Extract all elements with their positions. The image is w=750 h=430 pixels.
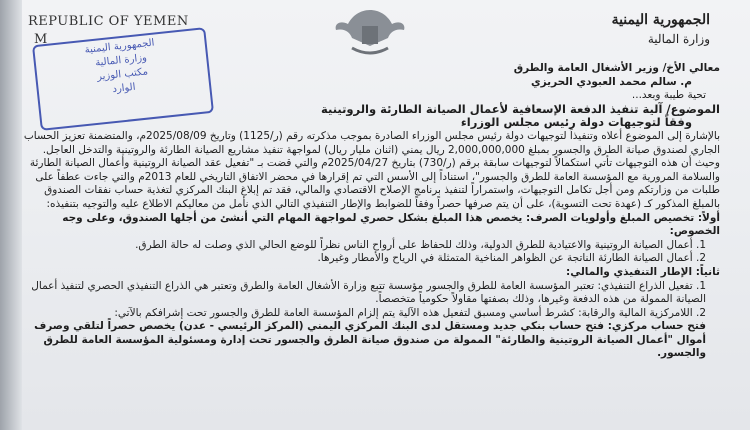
- subject: الموضوع/ آلية تنفيذ الدفعة الإسعافية لأعمال الصيانة الطارئة والروتينية: [321, 101, 720, 116]
- ministry-ar: وزارة المالية: [647, 32, 710, 46]
- section-1-item-2: 2. أعمال الصيانة الطارئة الناتجة عن الظواهر المناخية المتمثلة في الرياح والأمطار وغيرها.: [317, 252, 706, 265]
- page-shadow: [0, 0, 22, 430]
- letter-body: [20, 62, 720, 361]
- yemen-emblem-icon: [330, 6, 410, 62]
- letterhead-left: [28, 14, 268, 96]
- stamp-line2: وزارة المالية: [94, 52, 148, 69]
- stamp-line1: الجمهورية اليمنية: [84, 37, 155, 56]
- addressee-name: م. سالم محمد العبودي الحريزي: [530, 75, 692, 88]
- stamp-line4: الوارد: [111, 81, 137, 96]
- section-2-item-2: 2. اللامركزية المالية والرقابة: كشرط أساسي ومسبق لتفعيل هذه الآلية يتم إلزام المؤسسة العامة للطرق والجسور تحت إشرافكم بالآتي:: [114, 306, 706, 319]
- section-2-heading: ثانياً: الإطار التنفيذي والمالي:: [566, 265, 720, 278]
- paragraph-intro: بالإشارة إلى الموضوع أعلاه وتنفيذاً لتوجيهات دولة رئيس مجلس الوزراء الصادرة بموجب مذكرته رقم (ر/1125) وتاريخ 2025/08/09م، والمتضمنة تعزيز الحساب الجاري لصندوق صيانة الطرق والجسور بمبلغ 2,000,000,000 ريال يمني (اثنان مليار ريال) لمواجهة تنفيذ مشاريع الصيانة الطارئة والروتينية والتدخل العاجل. وحيث أن هذه التوجيهات تأتي استكمالاً لتوجيهات سابقة برقم (ر/730) بتاريخ 2025/04/27م والتي قضت بـ "تفعيل عقد الصيانة الروتينية وأعمال الصيانة الطارئة والسلامة المرورية مع المؤسسة العامة للطرق والجسور"، استناداً إلى الأسس التي تم إقرارها في محضر الاتفاق التاريخي للعام 2013م والتي جاءت عطفاً على طلبات من وزارتكم ومن أجل تكامل التوجيهات، واستمراراً لتنفيذ برنامج الإصلاح الاقتصادي والمالي، فقد تم إبلاغ البنك المركزي لتغذية حساب نفقات الصندوق بالمبلغ المذكور كـ (عهدة تحت التسوية)، على أن يتم صرفها حصراً وفقاً للضوابط والإطار التنفيذي التالي الذي نأمل من معاليكم الاطلاع عليه والتوجيه بتنفيذه:: [23, 129, 720, 210]
- subject-line2: وفقاً لتوجيهات دولة رئيس مجلس الوزراء: [460, 115, 692, 130]
- republic-ar: الجمهورية اليمنية: [611, 12, 710, 28]
- republic-en: REPUBLIC OF YEMEN: [28, 14, 189, 29]
- section-1-item-1: 1. أعمال الصيانة الروتينية والاعتيادية للطرق الدولية، وذلك للحفاظ على أرواح الناس نظراً للوضع الحالي الذي وصلت له حالة الطرق.: [135, 238, 706, 251]
- stamp-line3: مكتب الوزير: [96, 66, 149, 83]
- ministry-letter-m: M: [34, 32, 48, 47]
- addressee: معالي الأخ/ وزير الأشغال العامة والطرق: [513, 62, 720, 74]
- section-2-item-1: 1. تفعيل الذراع التنفيذي: تعتبر المؤسسة العامة للطرق والجسور مؤسسة تتبع وزارة الأشغال العامة والطرق وتعتبر هي الذراع التنفيذي الحصري لتنفيذ أعمال الصيانة الممولة من هذه الدفعة وغيرها، وذلك بصفتها مقاولاً حكومياً متخصصاً.: [31, 279, 706, 306]
- letterhead-right: [580, 12, 710, 46]
- greeting: تحية طيبة وبعد...: [631, 89, 706, 102]
- section-1-heading: أولاً: تخصيص المبلغ وأولويات الصرف: يخصص هذا المبلغ بشكل حصري لمواجهة المهام التي أنشئ من أجلها الصندوق، وعلى وجه الخصوص:: [62, 211, 720, 238]
- central-account-clause: فتح حساب مركزي: فتح حساب بنكي جديد ومستقل لدى البنك المركزي اليمني (المركز الرئيسي - عدن) يخصص حصراً لتلقي وصرف أموال "أعمال الصيانة الروتينية والطارئة" الممولة من صندوق صيانة الطرق والجسور تحت إدارة ومسئولية المؤسسة العامة للطرق والجسور.: [34, 320, 706, 360]
